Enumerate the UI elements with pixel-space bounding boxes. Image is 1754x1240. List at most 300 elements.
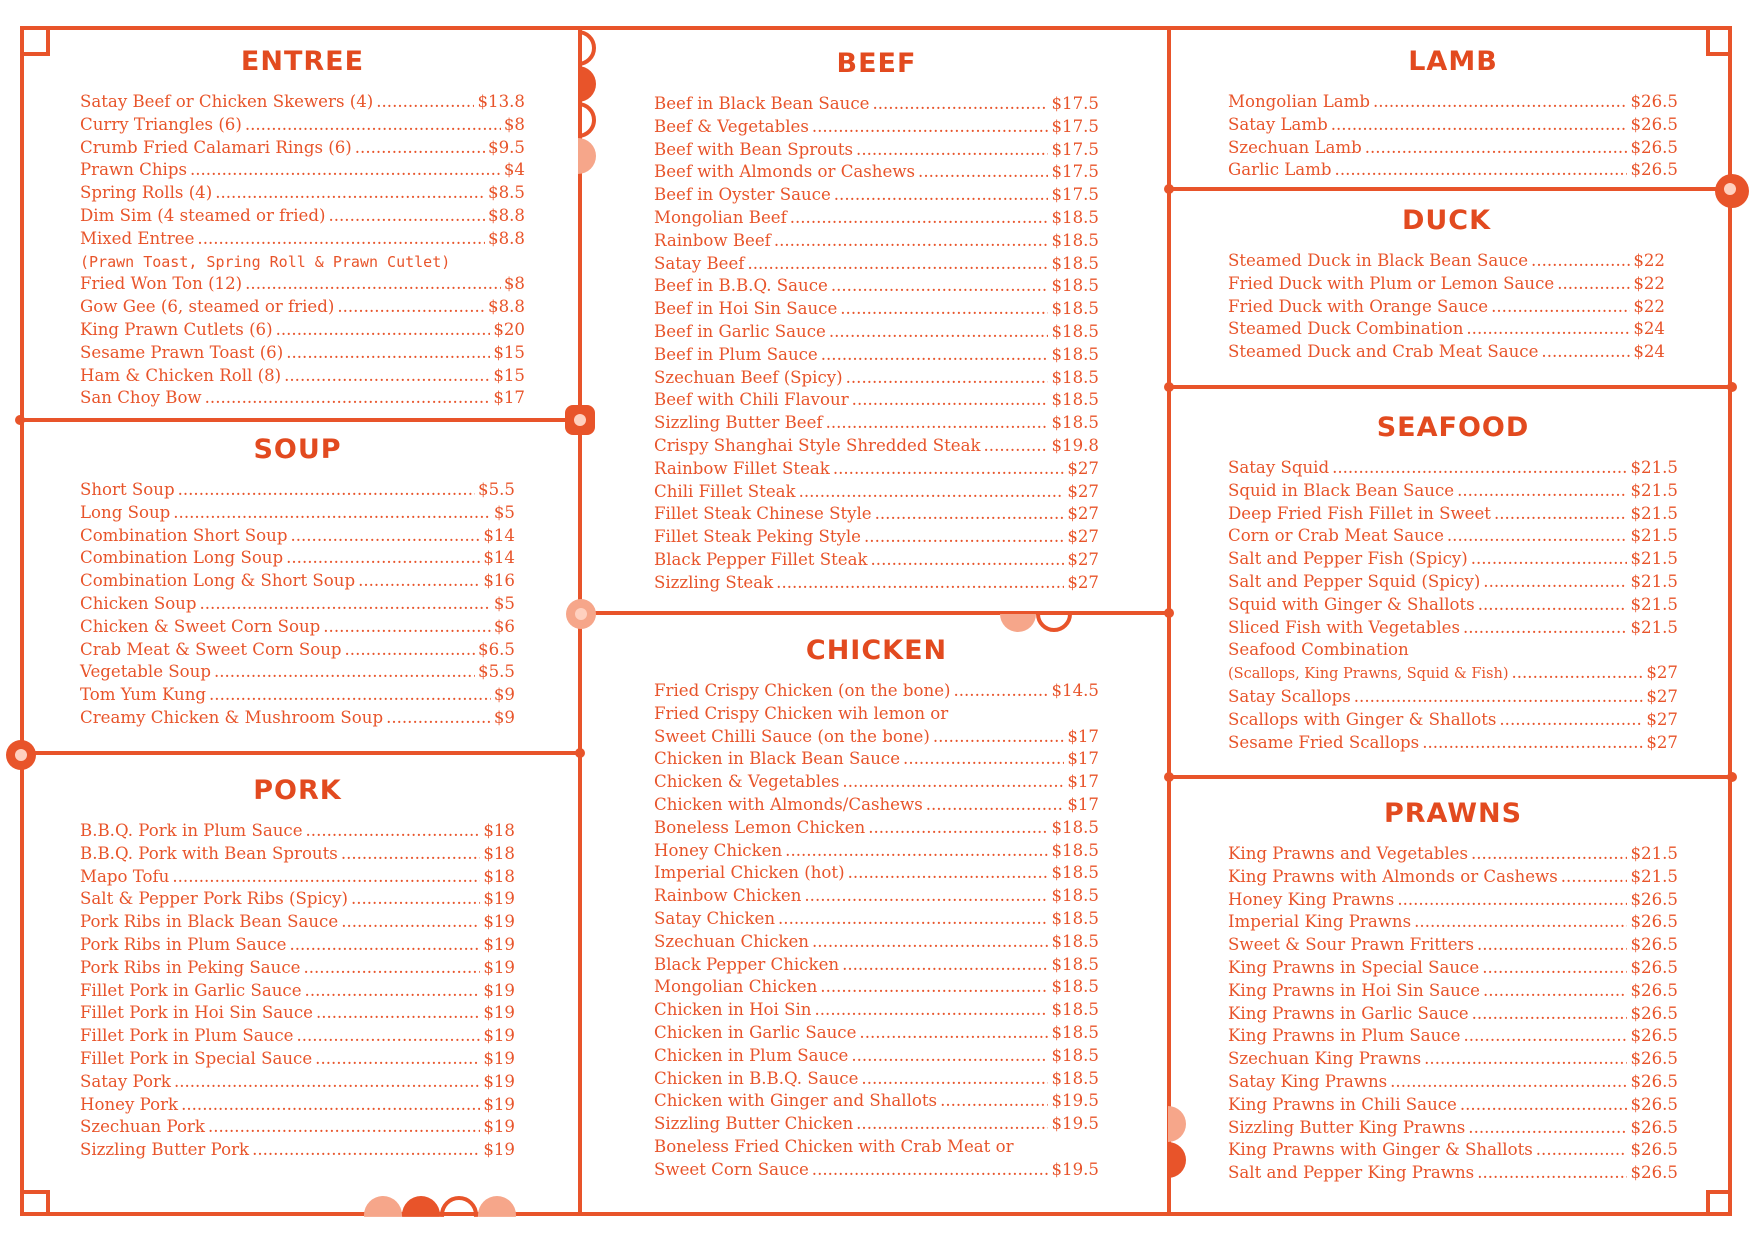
item-name: Fillet Pork in Hoi Sin Sauce [80,1003,313,1023]
item-name: Crumb Fried Calamari Rings (6) [80,137,352,157]
item-price: $15 [493,365,525,385]
menu-item [654,389,1099,412]
item-price: $18.5 [1051,886,1099,906]
menu-item [1228,1162,1678,1185]
dot-leader [245,114,501,137]
item-name: Beef in Garlic Sauce [654,321,826,341]
item-price: $14 [483,548,515,568]
item-price: $18.5 [1051,954,1099,974]
item-name: Rainbow Fillet Steak [654,458,830,478]
menu-item [1228,911,1678,934]
dot-leader [173,502,491,525]
dot-leader [871,549,1065,572]
item-name: Chicken in Garlic Sauce [654,1022,857,1042]
item-name: Fried Duck with Orange Sauce [1228,296,1489,316]
menu-item [654,139,1099,162]
item-name: (Scallops, King Prawns, Squid & Fish) [1228,666,1509,683]
item-name: Beef with Bean Sprouts [654,139,854,159]
lamb-heading: LAMB [1408,46,1498,77]
menu-item [1228,732,1678,755]
dot-leader [778,908,1048,931]
menu-item [1228,662,1678,686]
dot-leader [351,888,480,911]
item-price: $5 [493,502,515,522]
item-name: Szechuan King Prawns [1228,1049,1422,1069]
item-name: Beef in Plum Sauce [654,344,818,364]
menu-item [80,387,525,410]
item-name: (Prawn Toast, Spring Roll & Prawn Cutlet) [80,252,451,271]
menu-item [1228,525,1678,548]
item-price: $19 [483,934,515,954]
item-name: Imperial King Prawns [1228,912,1412,932]
item-price: $14 [483,525,515,545]
item-price: $19.5 [1051,1159,1099,1179]
menu-item [1228,1139,1678,1162]
dot-leader [812,1159,1049,1182]
item-price: $18 [483,821,515,840]
item-price: $21.5 [1630,844,1678,863]
item-name: Corn or Crab Meat Sauce [1228,526,1444,546]
dot-leader [1494,503,1628,526]
item-price: $27 [1067,458,1099,478]
menu-item [1228,503,1678,526]
dot-leader [174,1071,480,1094]
item-name: Squid with Ginger & Shallots [1228,594,1475,614]
dot-leader [1331,114,1628,137]
menu-item [1228,594,1678,617]
menu-item [80,182,525,205]
menu-item [654,862,1099,885]
dot-leader [864,526,1064,549]
divider-dot [15,415,25,425]
dot-leader [1468,1117,1627,1140]
item-price: $21.5 [1630,503,1678,523]
menu-item [80,137,525,160]
item-name: Seafood Combination [1228,640,1409,660]
item-price: $22 [1633,273,1665,293]
menu-item [654,1159,1099,1182]
dot-leader [933,726,1064,749]
menu-item [654,976,1099,999]
item-name: Gow Gee (6, steamed or fried) [80,297,335,317]
wave-ornament [364,1196,402,1234]
menu-item [654,794,1099,817]
dot-leader [1390,1071,1627,1094]
knot-ornament [565,405,595,435]
item-name: Boneless Lemon Chicken [654,817,866,837]
dot-leader [831,275,1049,298]
divider-dot [1164,184,1174,194]
item-name: Mongolian Lamb [1228,92,1371,111]
dot-leader [214,661,475,684]
dot-leader [1482,957,1627,980]
item-name: Beef in Hoi Sin Sauce [654,299,838,319]
dot-leader [386,707,491,730]
dot-leader [197,228,485,251]
item-price: $8 [503,114,525,134]
item-price: $21.5 [1630,458,1678,477]
dot-leader [1354,686,1644,709]
menu-item [80,593,515,616]
item-price: $18.5 [1051,863,1099,883]
item-name: Steamed Duck in Black Bean Sauce [1228,251,1529,270]
dot-leader [1531,250,1630,273]
dot-leader [1511,662,1643,685]
item-price: $8 [503,274,525,294]
section-soup [80,434,515,730]
dot-leader [852,389,1049,412]
item-price: $26.5 [1630,912,1678,932]
item-name: Long Soup [80,502,171,522]
menu-item [654,207,1099,230]
seafood-heading: SEAFOOD [1376,412,1530,443]
item-price: $26.5 [1630,1140,1678,1160]
dot-leader [245,273,501,296]
dot-leader [276,319,491,342]
item-price: $24 [1633,319,1665,339]
item-name: Sweet Corn Sauce [654,1159,809,1179]
item-price: $17 [493,388,525,408]
menu-item [80,1025,515,1048]
menu-item [654,116,1099,139]
dot-leader [821,344,1049,367]
menu-item [80,228,525,251]
item-name: Fillet Pork in Garlic Sauce [80,980,302,1000]
item-name: Crab Meat & Sweet Corn Soup [80,639,342,659]
item-name: Sizzling Butter Pork [80,1140,250,1160]
dot-leader [1483,571,1627,594]
dot-leader [284,365,490,388]
menu-item [654,435,1099,458]
menu-item [80,616,515,639]
item-name: King Prawns and Vegetables [1228,844,1468,863]
item-name: Dim Sim (4 steamed or fried) [80,205,326,225]
dot-leader [355,137,485,160]
item-price: $5 [493,593,515,613]
item-name: Szechuan Lamb [1228,137,1362,157]
dot-leader [829,321,1049,344]
item-name: Deep Fried Fish Fillet in Sweet [1228,503,1491,523]
item-price: $17.5 [1051,162,1099,182]
menu-item [1228,571,1678,594]
item-price: $18 [483,843,515,863]
section-lamb [1228,46,1678,182]
item-name: Imperial Chicken (hot) [654,863,845,883]
menu-item [654,1068,1099,1091]
dot-leader [774,230,1049,253]
menu-item [80,957,515,980]
menu-item [1228,1025,1678,1048]
item-price: $18.5 [1051,977,1099,997]
item-name: Sweet Chilli Sauce (on the bone) [654,726,930,746]
menu-item [1228,91,1678,114]
dot-leader [1536,1139,1628,1162]
item-name: Sweet & Sour Prawn Fritters [1228,935,1474,955]
menu-item [654,549,1099,572]
item-name: King Prawns with Almonds or Cashews [1228,866,1558,886]
item-name: Fillet Steak Peking Style [654,527,862,547]
item-name: Beef with Almonds or Cashews [654,162,916,182]
item-name: Black Pepper Chicken [654,954,840,974]
item-price: $26.5 [1630,1117,1678,1137]
menu-item [654,412,1099,435]
dot-leader [1541,341,1630,364]
item-name: Satay Pork [80,1071,171,1091]
dot-leader [776,572,1064,595]
menu-item [1228,318,1665,341]
menu-item [80,1094,515,1117]
item-price: $19 [483,980,515,1000]
item-price: $18.5 [1051,908,1099,928]
dot-leader [358,570,480,593]
wave-ornament [402,1196,440,1234]
item-price: $27 [1067,527,1099,547]
pork-heading: PORK [253,775,342,806]
corner-ornament-top-right [1706,30,1732,56]
menu-item [1228,548,1678,571]
menu-item [654,1090,1099,1113]
menu-item [654,1022,1099,1045]
menu-item [654,680,1099,703]
item-name: Fried Crispy Chicken (on the bone) [654,681,951,700]
item-price: $8.8 [488,228,525,248]
item-price: $18.5 [1051,1045,1099,1065]
dot-leader [1424,1048,1627,1071]
item-name: Pork Ribs in Peking Sauce [80,957,301,977]
dot-leader [316,1002,480,1025]
menu-item [654,93,1099,116]
dot-leader [1477,1162,1627,1185]
item-price: $26.5 [1630,160,1678,180]
item-name: Scallops with Ginger & Shallots [1228,709,1497,729]
item-name: Rainbow Beef [654,230,771,250]
item-name: Satay Beef [654,253,745,273]
item-price: $27 [1067,504,1099,524]
menu-item [80,888,515,911]
item-price: $19 [483,1094,515,1114]
menu-item [80,114,525,137]
divider-seafood-prawns [1169,775,1732,779]
item-price: $8.8 [488,297,525,317]
wave-ornament [478,1196,516,1234]
menu-item [1228,1117,1678,1140]
item-name: King Prawns in Plum Sauce [1228,1026,1461,1046]
column-divider-right [1167,26,1171,1216]
item-name: Szechuan Beef (Spicy) [654,367,843,387]
item-price: $26.5 [1630,1163,1678,1183]
item-price: $4 [503,160,525,180]
dot-leader [289,934,480,957]
menu-item [80,570,515,593]
item-price: $26.5 [1630,980,1678,1000]
dot-leader [290,525,480,548]
section-seafood [1228,412,1678,754]
dot-leader [833,458,1064,481]
item-price: $27 [1646,686,1678,706]
item-name: Garlic Lamb [1228,160,1332,180]
dot-leader [785,840,1048,863]
item-price: $5.5 [478,662,515,682]
item-name: Chicken & Vegetables [654,772,840,792]
item-price: $18.5 [1051,390,1099,410]
dot-leader [178,479,475,502]
dot-leader [209,684,491,707]
item-price: $9 [493,685,515,705]
item-name: King Prawns in Hoi Sin Sauce [1228,980,1480,1000]
dot-leader [856,1113,1048,1136]
item-price: $26.5 [1630,957,1678,977]
item-price: $26.5 [1630,935,1678,955]
menu-item [80,479,515,502]
dot-leader [812,116,1049,139]
dot-leader [799,481,1065,504]
menu-item [80,502,515,525]
dot-leader [1460,1094,1628,1117]
dot-leader [1397,889,1627,912]
dot-leader [306,820,481,843]
menu-item [1228,686,1678,709]
item-price: $19 [483,1117,515,1137]
dot-leader [296,1025,480,1048]
divider-dot [575,748,585,758]
item-price: $27 [1646,709,1678,729]
item-price: $21.5 [1630,526,1678,546]
divider-duck-seafood [1169,385,1732,389]
item-name: Sizzling Steak [654,572,774,592]
menu-item [1228,296,1665,319]
item-name: Spring Rolls (4) [80,183,213,203]
menu-item [80,273,525,296]
section-pork [80,775,515,1162]
menu-item [1228,639,1678,662]
item-name: Salt and Pepper King Prawns [1228,1163,1475,1183]
dot-leader [815,999,1049,1022]
item-name: Chicken in Hoi Sin [654,1000,812,1020]
dot-leader [848,862,1049,885]
dot-leader [1491,296,1630,319]
menu-item [654,1136,1099,1159]
menu-item [654,367,1099,390]
item-price: $22 [1633,251,1665,270]
divider-beef-chicken [580,611,1169,615]
prawns-heading: PRAWNS [1383,798,1523,829]
menu-item [80,684,515,707]
dot-leader [903,748,1064,771]
item-price: $26.5 [1630,1026,1678,1046]
item-name: Combination Long Soup [80,548,284,568]
dot-leader [747,253,1048,276]
corner-ornament-top-left [24,30,50,56]
item-price: $19 [483,1026,515,1046]
menu-item [654,1113,1099,1136]
item-name: Chicken in Black Bean Sauce [654,749,901,769]
item-price: $21.5 [1630,549,1678,569]
dot-leader [345,639,476,662]
dot-leader [1447,525,1628,548]
dot-leader [1472,1003,1628,1026]
item-price: $15 [493,342,525,362]
dot-leader [1414,911,1627,934]
item-name: Chili Fillet Steak [654,481,796,501]
item-price: $22 [1633,296,1665,316]
menu-item [654,748,1099,771]
item-price: $21.5 [1630,571,1678,591]
item-name: Beef in B.B.Q. Sauce [654,276,828,296]
menu-item [80,1139,515,1162]
dot-leader [337,296,485,319]
dot-leader [842,954,1048,977]
menu-item [80,843,515,866]
item-name: King Prawns in Chili Sauce [1228,1094,1457,1114]
item-price: $17 [1067,794,1099,814]
dot-leader [1471,548,1628,571]
dot-leader [286,547,480,570]
item-name: Salt and Pepper Squid (Spicy) [1228,571,1481,591]
item-price: $17.5 [1051,139,1099,159]
dot-leader [1483,980,1628,1003]
menu-item [80,365,525,388]
item-name: Chicken with Almonds/Cashews [654,794,923,814]
dot-leader [181,1094,480,1117]
item-price: $26.5 [1630,114,1678,134]
menu-item [654,840,1099,863]
menu-item [654,1045,1099,1068]
item-price: $6.5 [478,639,515,659]
item-price: $14.5 [1051,681,1099,700]
item-price: $18.5 [1051,276,1099,296]
dot-leader [1463,1025,1627,1048]
item-price: $9 [493,707,515,727]
item-name: Boneless Fried Chicken with Crab Meat or [654,1136,1014,1156]
item-name: Chicken Soup [80,593,197,613]
item-name: Sizzling Butter Chicken [654,1114,854,1134]
menu-item [80,1048,515,1071]
item-name: Beef in Oyster Sauce [654,185,831,205]
item-price: $8.5 [488,183,525,203]
menu-item [1228,617,1678,640]
menu-item [80,980,515,1003]
item-price: $26.5 [1630,1071,1678,1091]
menu-item [654,344,1099,367]
dot-leader [868,817,1048,840]
item-price: $26.5 [1630,92,1678,111]
item-name: Fried Crispy Chicken wih lemon or [654,703,949,723]
menu-item [1228,1003,1678,1026]
divider-lamb-duck [1169,187,1732,191]
item-name: Honey Pork [80,1094,179,1114]
item-price: $18.5 [1051,1022,1099,1042]
dot-leader [1422,732,1643,755]
item-name: Satay Lamb [1228,114,1328,134]
menu-item [654,526,1099,549]
dot-leader [252,1139,480,1162]
item-name: Rainbow Chicken [654,886,802,906]
item-name: Short Soup [80,480,175,499]
item-name: Mapo Tofu [80,866,170,886]
item-name: Sizzling Butter Beef [654,413,823,433]
item-price: $20 [493,319,525,339]
menu-item [80,866,515,889]
dot-leader [1499,709,1643,732]
entree-heading: ENTREE [240,46,365,77]
item-price: $18.5 [1051,931,1099,951]
menu-item [80,1116,515,1139]
menu-item [80,661,515,684]
dot-leader [812,931,1048,954]
item-price: $17 [1067,749,1099,769]
item-name: Satay Squid [1228,458,1330,477]
dot-leader [315,1048,480,1071]
